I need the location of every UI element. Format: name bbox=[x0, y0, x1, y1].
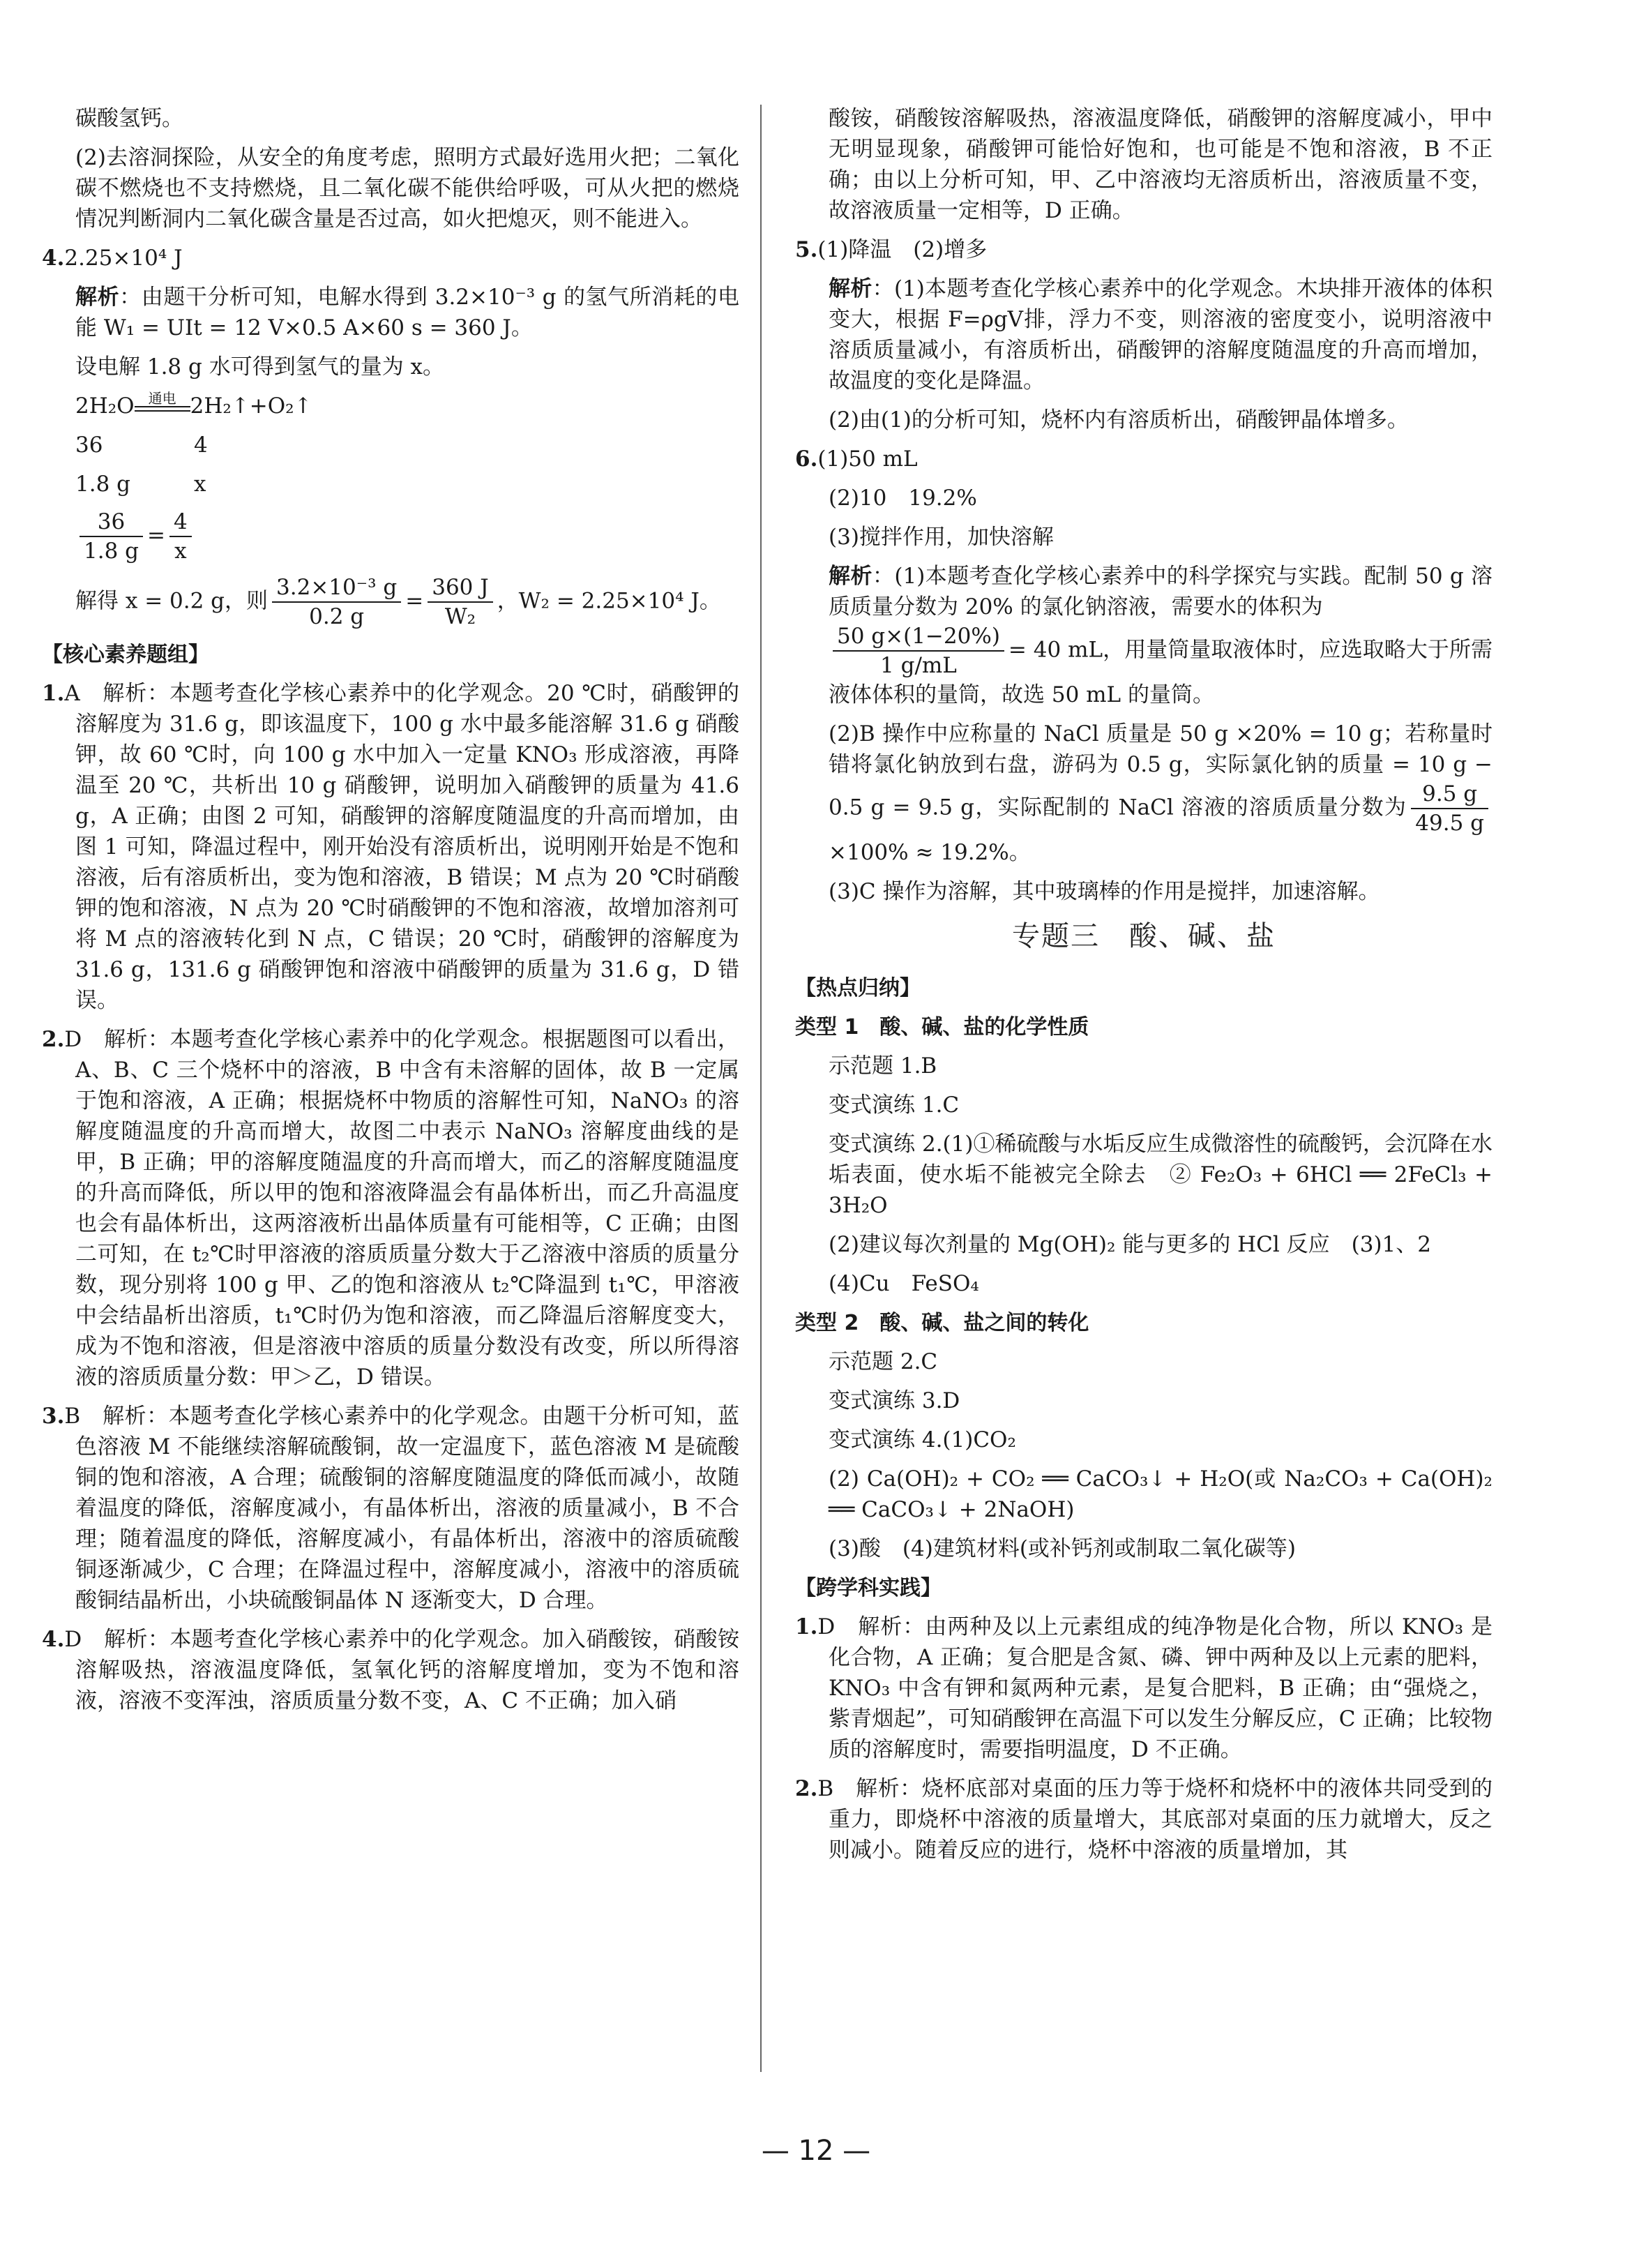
denominator: 1 g/mL bbox=[880, 653, 957, 678]
equation-row bbox=[75, 469, 739, 500]
question-number: 6. bbox=[795, 446, 818, 472]
proportion: $\frac{36}{1.8 g}$ = $\frac{4}{x}$ bbox=[75, 508, 739, 565]
analysis bbox=[795, 273, 1493, 396]
paragraph-text: ×100% ≈ 19.2%。 bbox=[829, 840, 1031, 865]
analysis bbox=[42, 282, 739, 343]
solution-text: 解得 x = 0.2 g，则 bbox=[75, 588, 269, 614]
denominator: x bbox=[174, 539, 187, 564]
section-header: 【热点归纳】 bbox=[795, 976, 921, 1000]
right-column bbox=[795, 103, 1493, 1874]
paragraph: 碳酸氢钙。 bbox=[75, 106, 183, 131]
question-text: B 解析：烧杯底部对桌面的压力等于烧杯和烧杯中的液体共同受到的重力，即烧杯中溶液的质量增大，其底部对桌面的压力就增大，反之则减小。随着反应的进行，烧杯中溶液的质量增加，其 bbox=[817, 1776, 1493, 1863]
paragraph bbox=[795, 719, 1493, 868]
equation-condition: 通电 bbox=[148, 390, 176, 407]
fraction bbox=[169, 508, 192, 565]
paragraph: 设电解 1.8 g 水可得到氢气的量为 x。 bbox=[75, 354, 445, 380]
fraction bbox=[833, 622, 1004, 679]
analysis-text: = 40 mL，用量筒量取液体时，应选取略大于所需液体体积的量筒，故选 50 mL 的量筒。 bbox=[829, 637, 1493, 707]
equation-left: 2H₂O bbox=[75, 393, 135, 419]
denominator: 1.8 g bbox=[84, 539, 139, 564]
paragraph: 酸铵，硝酸铵溶解吸热，溶液温度降低，硝酸钾的溶解度减小，甲中无明显现象，硝酸钾可能恰好饱和，也可能是不饱和溶液，B 不正确；由以上分析可知，甲、乙中溶液均无溶质析出，溶液质量不变，故溶液质量一定相等，D 正确。 bbox=[829, 106, 1493, 223]
mass-value: 4 bbox=[194, 433, 208, 458]
numerator: 9.5 g bbox=[1411, 780, 1488, 809]
fraction bbox=[80, 508, 143, 565]
fraction bbox=[1411, 780, 1488, 837]
answer: (1)降温 (2)增多 bbox=[817, 237, 988, 262]
list-item: 变式演练 4.(1)CO₂ bbox=[829, 1427, 1016, 1452]
numerator: 4 bbox=[169, 508, 192, 537]
question-number: 4. bbox=[42, 246, 65, 271]
type-header: 类型 1 酸、碱、盐的化学性质 bbox=[795, 1015, 1089, 1039]
denominator: 0.2 g bbox=[309, 604, 365, 629]
solution: 解得 x = 0.2 g，则 $\frac{\text{3.2×10⁻³ g}}{0.2 g}$ = $\frac{360 J}{\text{W₂}}$ ，W₂ = 2.25×10⁴ J。 bbox=[75, 575, 721, 629]
numerator: 36 bbox=[80, 508, 143, 537]
solution-text: ，W₂ = 2.25×10⁴ J。 bbox=[497, 588, 721, 614]
question-6 bbox=[795, 444, 1493, 474]
question-x1 bbox=[795, 1612, 1493, 1765]
type-header: 类型 2 酸、碱、盐之间的转化 bbox=[795, 1311, 1089, 1335]
list-item: 变式演练 1.C bbox=[829, 1092, 960, 1118]
left-column bbox=[42, 103, 739, 1725]
analysis bbox=[795, 561, 1493, 710]
paragraph: (2)由(1)的分析可知，烧杯内有溶质析出，硝酸钾晶体增多。 bbox=[829, 407, 1409, 433]
question-2 bbox=[42, 1024, 739, 1392]
list-item: (4)Cu FeSO₄ bbox=[829, 1271, 979, 1296]
equation-arrow bbox=[135, 391, 190, 421]
chemical-equation bbox=[75, 391, 739, 421]
question-number: 1. bbox=[795, 1614, 818, 1639]
question-3 bbox=[42, 1401, 739, 1616]
page-number: — 12 — bbox=[761, 2135, 871, 2167]
question-4 bbox=[42, 243, 739, 273]
question-4b bbox=[42, 1624, 739, 1716]
numerator: 3.2×10⁻³ g bbox=[272, 573, 401, 603]
question-text: B 解析：本题考查化学核心素养中的化学观念。由题干分析可知，蓝色溶液 M 不能继续溶解硫酸铜，故一定温度下，蓝色溶液 M 是硫酸铜的饱和溶液，A 合理；硫酸铜的溶解度随温度的降低而减小，故随着温度的降低，溶解度减小，有晶体析出，溶液的质量减小，B 不合理；随着温度的降低，溶解度减小，有晶体析出，溶液中的溶质硫酸铜逐渐减少，C 合理；在降温过程中，溶解度减小，溶液中的溶质硫酸铜结晶析出，小块硫酸铜晶体 N 逐渐变大，D 合理。 bbox=[64, 1404, 739, 1613]
question-1 bbox=[42, 678, 739, 1016]
numerator: 360 J bbox=[428, 573, 492, 603]
answer: 2.25×10⁴ J bbox=[64, 246, 183, 271]
question-number: 4. bbox=[42, 1627, 65, 1652]
answer: (1)50 mL bbox=[817, 446, 918, 472]
numerator: 50 g×(1−20%) bbox=[833, 622, 1004, 652]
answer: (3)搅拌作用，加快溶解 bbox=[829, 525, 1054, 550]
mass-value: 1.8 g bbox=[75, 472, 130, 497]
question-number: 5. bbox=[795, 237, 818, 262]
analysis-text: ：(1)本题考查化学核心素养中的化学观念。木块排开液体的体积变大，根据 F=ρgV排，浮力不变，则溶液的密度变小，说明溶液中溶质质量减小，有溶质析出，硝酸钾的溶解度随温度的升高而增加，故温度的变化是降温。 bbox=[829, 276, 1493, 393]
list-item: 示范题 1.B bbox=[829, 1053, 937, 1079]
column-divider bbox=[760, 105, 762, 2072]
paragraph: (3)C 操作为溶解，其中玻璃棒的作用是搅拌，加速溶解。 bbox=[829, 879, 1380, 904]
question-number: 3. bbox=[42, 1404, 65, 1429]
question-5 bbox=[795, 234, 1493, 265]
paragraph-text: (2)B 操作中应称量的 NaCl 质量是 50 g ×20% = 10 g；若称量时错将氯化钠放到右盘，游码为 0.5 g，实际氯化钠的质量 = 10 g − 0.5 g = 9.5 g，实际配制的 NaCl 溶液的溶质质量分数为 bbox=[829, 721, 1493, 820]
question-text: D 解析：本题考查化学核心素养中的化学观念。根据题图可以看出，A、B、C 三个烧杯中的溶液，B 中含有未溶解的固体，故 B 一定属于饱和溶液，A 正确；根据烧杯中物质的溶解性可知，NaNO₃ 的溶解度随温度的升高而增大，故图二中表示 NaNO₃ 溶解度曲线的是甲，B 正确；甲的溶解度随温度的升高而增大，而乙的溶解度随温度的升高而降低，所以甲的饱和溶液降温会有晶体析出，而乙升高温度也会有晶体析出，这两溶液析出晶体质量有可能相等，C 正确；由图二可知，在 t₂℃时甲溶液的溶质质量分数大于乙溶液中溶质的质量分数，现分别将 100 g 甲、乙的饱和溶液从 t₂℃降温到 t₁℃，甲溶液中会结晶析出溶质，t₁℃时仍为饱和溶液，而乙降温后溶解度变大，成为不饱和溶液，但是溶液中溶质的质量分数没有改变，所以所得溶液的溶质质量分数：甲＞乙，D 错误。 bbox=[64, 1027, 739, 1390]
mass-value: 36 bbox=[75, 433, 103, 458]
question-text: D 解析：由两种及以上元素组成的纯净物是化合物，所以 KNO₃ 是化合物，A 正确；复合肥是含氮、磷、钾中两种及以上元素的肥料，KNO₃ 中含有钾和氮两种元素，是复合肥料，B 正确；由“强烧之，紫青烟起”，可知硝酸钾在高温下可以发生分解反应，C 正确；比较物质的溶解度时，需要指明温度，D 不正确。 bbox=[817, 1614, 1493, 1762]
paragraph: (2)去溶洞探险，从安全的角度考虑，照明方式最好选用火把；二氧化碳不燃烧也不支持燃烧，且二氧化碳不能供给呼吸，可从火把的燃烧情况判断洞内二氧化碳含量是否过高，如火把熄灭，则不能进入。 bbox=[75, 145, 739, 232]
list-item: (3)酸 (4)建筑材料(或补钙剂或制取二氧化碳等) bbox=[829, 1536, 1297, 1561]
list-item: 变式演练 3.D bbox=[829, 1388, 960, 1413]
list-item: (2) Ca(OH)₂ + CO₂ ══ CaCO₃↓ + H₂O(或 Na₂CO₃ + Ca(OH)₂ ══ CaCO₃↓ + 2NaOH) bbox=[829, 1466, 1493, 1522]
list-item: (2)建议每次剂量的 Mg(OH)₂ 能与更多的 HCl 反应 (3)1、2 bbox=[829, 1232, 1432, 1257]
answer: (2)10 19.2% bbox=[829, 486, 977, 511]
fraction bbox=[428, 573, 492, 631]
mass-value: x bbox=[194, 472, 206, 497]
question-x2 bbox=[795, 1773, 1493, 1865]
analysis-text: ：由题干分析可知，电解水得到 3.2×10⁻³ g 的氢气所消耗的电能 W₁ = UIt = 12 V×0.5 A×60 s = 360 J。 bbox=[75, 285, 740, 340]
question-number: 1. bbox=[42, 681, 65, 706]
question-number: 2. bbox=[42, 1027, 65, 1052]
analysis-text: ：(1)本题考查化学核心素养中的科学探究与实践。配制 50 g 溶质质量分数为 20% 的氯化钠溶液，需要水的体积为 bbox=[829, 564, 1493, 619]
analysis-label: 解析 bbox=[75, 285, 120, 310]
list-item: 变式演练 2.(1)①稀硫酸与水垢反应生成微溶性的硫酸钙，会沉降在水垢表面，使水垢不能被完全除去 ② Fe₂O₃ + 6HCl ══ 2FeCl₃ + 3H₂O bbox=[829, 1132, 1493, 1218]
question-text: D 解析：本题考查化学核心素养中的化学观念。加入硝酸铵，硝酸铵溶解吸热，溶液温度降低，氢氧化钙的溶解度增加，变为不饱和溶液，溶液不变浑浊，溶质质量分数不变，A、C 不正确；加入硝 bbox=[64, 1627, 739, 1713]
section-header: 【核心素养题组】 bbox=[42, 643, 209, 667]
chapter-title: 专题三 酸、碱、盐 bbox=[1012, 920, 1276, 952]
denominator: W₂ bbox=[444, 604, 476, 629]
equation-row bbox=[75, 430, 739, 460]
analysis-label: 解析 bbox=[829, 564, 872, 589]
fraction bbox=[272, 573, 401, 631]
list-item: 示范题 2.C bbox=[829, 1349, 938, 1374]
section-header: 【跨学科实践】 bbox=[795, 1576, 942, 1600]
analysis-label: 解析 bbox=[829, 276, 872, 301]
equation-right: 2H₂↑+O₂↑ bbox=[190, 393, 312, 419]
question-text: A 解析：本题考查化学核心素养中的化学观念。20 ℃时，硝酸钾的溶解度为 31.6 g，即该温度下，100 g 水中最多能溶解 31.6 g 硝酸钾，故 60 ℃时，向 100 g 水中加入一定量 KNO₃ 形成溶液，再降温至 20 ℃，共析出 10 g 硝酸钾，说明加入硝酸钾的质量为 41.6 g，A 正确；由图 2 可知，硝酸钾的溶解度随温度的升高而增加，由图 1 可知，降温过程中，刚开始没有溶质析出，说明刚开始是不饱和溶液，后有溶质析出，变为饱和溶液，B 错误；M 点为 20 ℃时硝酸钾的饱和溶液，N 点为 20 ℃时硝酸钾的不饱和溶液，故增加溶剂可将 M 点的溶液转化到 N 点，C 错误；20 ℃时，硝酸钾的溶解度为 31.6 g，131.6 g 硝酸钾饱和溶液中硝酸钾的质量为 31.6 g，D 错误。 bbox=[64, 681, 739, 1013]
denominator: 49.5 g bbox=[1415, 811, 1484, 836]
question-number: 2. bbox=[795, 1776, 818, 1801]
